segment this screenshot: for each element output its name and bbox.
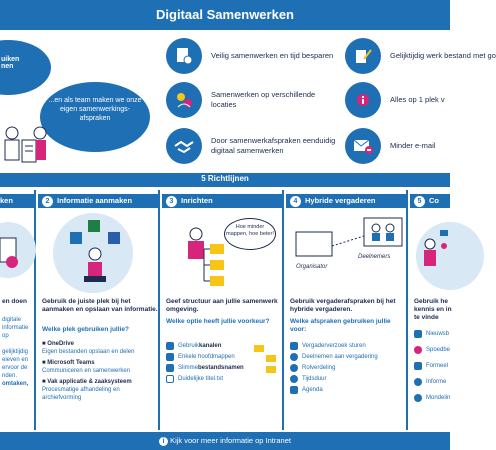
file-icon: [166, 375, 174, 383]
location-pin-icon: [166, 82, 202, 118]
participants-label: Deelnemers: [358, 254, 391, 260]
screen-icon: [364, 218, 402, 246]
option-text: Slimme: [178, 365, 199, 371]
item-desc: Eigen bestanden opslaan en delen: [42, 349, 135, 355]
info-icon: i: [159, 437, 168, 446]
feature-text: Door samenwerkafspraken eenduidig digitaal samenwerken: [211, 136, 336, 155]
feature-text: Samenwerken op verschillende locaties: [211, 90, 316, 109]
document-illustration: [0, 220, 36, 280]
item-text: Deelnemen aan vergadering: [302, 354, 378, 360]
text-line: digitale: [2, 317, 22, 323]
item-formal: [414, 362, 450, 370]
item-text: Tijdsduur: [302, 376, 327, 382]
step-number: 4: [290, 196, 301, 207]
item-text: Formeel: [426, 363, 449, 369]
speech-bubble: [0, 40, 51, 95]
column-items: [290, 342, 378, 397]
tip-text: Hoe minder mappen, hoe beter!: [226, 224, 274, 237]
column-title: Informatie aanmaken: [57, 196, 133, 205]
item-text: Informe: [426, 379, 447, 385]
column-intro: Gebruik de juiste plek bij het aanmaken en opslaan van informatie.: [42, 298, 158, 313]
column-header: [38, 194, 158, 208]
feature-agreements: [166, 128, 341, 164]
text-line: informatie op: [2, 325, 29, 339]
guideline-column-1: [0, 190, 36, 430]
item-text: Rolverdeling: [302, 365, 336, 371]
item-newsletter: [414, 330, 450, 338]
guideline-column-3: [162, 190, 284, 430]
item-text: Spoedbe: [426, 347, 451, 353]
item-text: Nieuwsb: [426, 331, 450, 337]
folder-tree-illustration: [254, 345, 278, 375]
option-bold: bestandsnamen: [198, 365, 244, 371]
column-intro: Geef structuur aan jullie samenwerk omgeving.: [166, 298, 278, 313]
text-line: nden.: [2, 373, 18, 379]
phone-icon: [414, 346, 422, 354]
speech-icon: [414, 394, 422, 402]
item-desc: Communiceren en samenwerken: [42, 368, 131, 374]
folder-icon: [210, 276, 224, 286]
option-text: Duidelijke titel.txt: [178, 376, 224, 382]
column-intro: [414, 298, 454, 322]
excel-icon: [88, 220, 100, 232]
item-onedrive: ■ OneDrive Eigen bestanden opslaan en delen: [42, 340, 160, 356]
feature-text: Alles op 1 plek v: [390, 95, 445, 104]
clock-icon: [290, 375, 298, 383]
column-intro: Gebruik vergaderafspraken bij het hybride vergaderen.: [290, 298, 396, 313]
column-title: Co: [429, 196, 439, 205]
guideline-column-5: [410, 190, 450, 430]
pencil-document-icon: [345, 38, 381, 74]
text-line: gelijktijdig: [2, 349, 29, 355]
item-text: Vergaderverzoek sturen: [302, 343, 366, 349]
item-desc: Procesmatige afhandeling en archiefvorming: [42, 387, 120, 401]
feature-text: Veilig samenwerken en tijd besparen: [211, 51, 334, 60]
option-main-folders: [166, 353, 244, 361]
bubble-text-2: nen: [1, 63, 14, 70]
folder-icon: [210, 244, 224, 254]
tag-icon: [166, 364, 174, 372]
column-items: [42, 340, 160, 402]
feature-time-saving: [166, 38, 341, 74]
column-title: Inrichten: [181, 196, 213, 205]
feature-simultaneous: [345, 38, 496, 74]
step-number: 3: [166, 196, 177, 207]
column-title: Hybride vergaderen: [305, 196, 376, 205]
column-title: ken: [0, 196, 13, 205]
column-header: [0, 194, 34, 208]
team-illustration: [0, 115, 60, 175]
handshake-icon: [166, 128, 202, 164]
channel-icon: [166, 342, 174, 350]
step-number: 2: [42, 196, 53, 207]
chat-icon: [414, 378, 422, 386]
agenda-icon: [290, 386, 298, 394]
folder-icon: [210, 260, 224, 270]
feature-text: Minder e-mail: [390, 141, 436, 150]
organizer-label: Organisator: [296, 264, 328, 270]
mail-icon: [414, 362, 422, 370]
item-informal: [414, 378, 450, 386]
column-header: [286, 194, 406, 208]
item-meeting-request: [290, 342, 378, 350]
column-question: Welke afspraken gebruiken jullie voor:: [290, 318, 391, 333]
column-intro: en doen: [2, 298, 27, 305]
document-clock-icon: [166, 38, 202, 74]
item-join-meeting: [290, 353, 378, 361]
item-roles: [290, 364, 378, 372]
step-number: 5: [414, 196, 425, 207]
apps-illustration: [48, 212, 138, 294]
column-header: [410, 194, 450, 208]
info-icon: [345, 82, 381, 118]
feature-locations: [166, 82, 341, 118]
person-icon: [290, 364, 298, 372]
tip-speech-bubble: [224, 218, 276, 250]
item-text: Mondelin: [426, 395, 451, 401]
bubble-text-1: uiken: [1, 56, 20, 63]
word-icon: [108, 232, 120, 244]
item-verbal: [414, 394, 450, 402]
footer-link[interactable]: [0, 436, 450, 446]
guideline-column-2: [38, 190, 160, 430]
footer-text: Kijk voor meer informatie op Intranet: [170, 436, 291, 445]
feature-one-place: [345, 82, 445, 118]
item-name: Vak applicatie & zaaksysteem: [47, 379, 132, 385]
folder-icon: [166, 353, 174, 361]
newsletter-icon: [414, 330, 422, 338]
feature-text: Gelijktijdig werk bestand met go: [390, 51, 496, 60]
text-line: eieven en: [2, 357, 29, 363]
item-agenda: [290, 386, 378, 394]
column-items: [166, 342, 244, 386]
item-urgent: [414, 346, 450, 354]
feature-less-email: [345, 128, 435, 164]
item-duration: [290, 375, 378, 383]
communication-illustration: [410, 216, 450, 286]
option-text: Gebruik: [178, 343, 200, 349]
envelope-icon: [290, 342, 298, 350]
column-items: [414, 330, 450, 405]
envelope-minus-icon: [345, 128, 381, 164]
page-title: Digitaal Samenwerken: [156, 7, 294, 22]
column-question: Welke optie heeft jullie voorkeur?: [166, 318, 270, 325]
option-channels: [166, 342, 244, 350]
item-name: Microsoft Teams: [47, 360, 95, 366]
option-bold: kanalen: [199, 343, 222, 349]
column-header: [162, 194, 282, 208]
section-title: 5 Richtlijnen: [201, 174, 249, 183]
outlook-icon: [70, 232, 82, 244]
item-name: OneDrive: [47, 341, 74, 347]
column-question: Welke plek gebruiken jullie?: [42, 326, 129, 333]
intro-text: Gebruik he kennis en in te vinde: [414, 298, 452, 321]
item-vak-applicatie: ■ Vak applicatie & zaaksysteem Procesmatige afhandeling en archiefvorming: [42, 378, 160, 402]
text-line: omtaken,: [2, 381, 29, 387]
option-text: Enkele hoofdmappen: [178, 354, 235, 360]
text-line: ervoor de: [2, 365, 28, 371]
option-smart-names: [166, 364, 244, 372]
guideline-column-4: [286, 190, 408, 430]
intro-panel: [0, 30, 160, 170]
join-icon: [290, 353, 298, 361]
column-text-lines: [2, 316, 34, 388]
option-clear-title: [166, 375, 244, 383]
item-teams: ■ Microsoft Teams Communiceren en samenwerken: [42, 359, 160, 375]
team-bubble-text: ...en als team maken we onze eigen samenwerkings-afspraken: [48, 97, 142, 122]
item-text: Agenda: [302, 387, 323, 393]
